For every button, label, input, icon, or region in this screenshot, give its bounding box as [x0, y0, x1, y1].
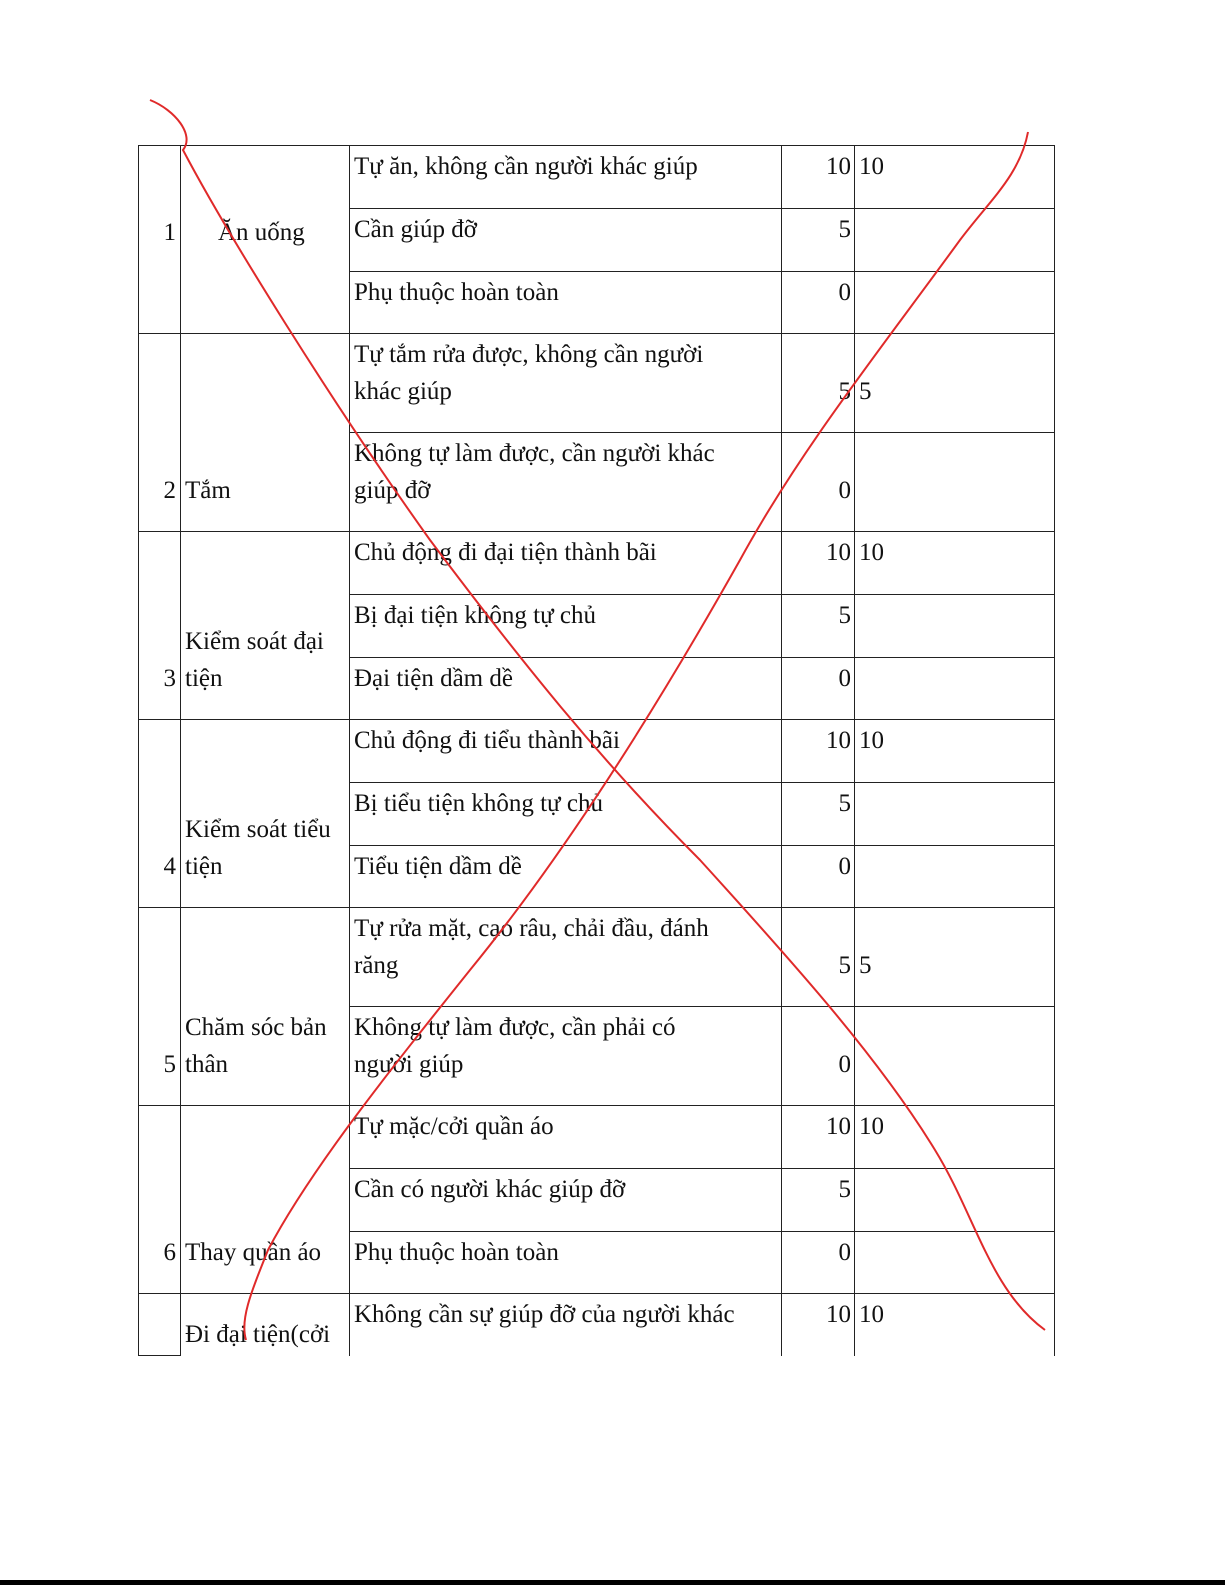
option-points: 10 — [826, 1113, 851, 1140]
option-points: 10 — [826, 153, 851, 180]
option-points: 5 — [838, 216, 851, 243]
item-name: tiện — [185, 853, 223, 880]
rule — [350, 657, 1054, 658]
option-desc: Tự ăn, không cần người khác giúp — [354, 153, 698, 180]
option-score: 10 — [859, 539, 884, 566]
item-name: tiện — [185, 665, 223, 692]
col-rule — [180, 145, 181, 1356]
row-number: 6 — [163, 1239, 176, 1266]
option-points: 5 — [838, 602, 851, 629]
rule — [138, 907, 1054, 908]
option-desc: Phụ thuộc hoàn toàn — [354, 1239, 559, 1266]
option-score: 10 — [859, 153, 884, 180]
option-desc: Bị đại tiện không tự chủ — [354, 602, 596, 629]
option-desc: Không cần sự giúp đỡ của người khác — [354, 1301, 735, 1328]
rule — [350, 208, 1054, 209]
row-number: 3 — [163, 665, 176, 692]
rule — [138, 719, 1054, 720]
row-number: 4 — [163, 853, 176, 880]
option-score: 10 — [859, 1301, 884, 1328]
option-points: 0 — [838, 665, 851, 692]
option-desc: răng — [354, 952, 399, 979]
option-points: 0 — [838, 1051, 851, 1078]
option-points: 5 — [838, 1176, 851, 1203]
bottom-bar — [0, 1580, 1225, 1585]
option-points: 0 — [838, 1239, 851, 1266]
option-points: 10 — [826, 1301, 851, 1328]
item-name: Kiểm soát tiểu — [185, 816, 331, 843]
col-rule-right — [1054, 145, 1055, 1356]
rule — [138, 1293, 1054, 1294]
option-desc: Không tự làm được, cần phải có — [354, 1014, 676, 1041]
option-desc: người giúp — [354, 1051, 464, 1078]
item-name: Chăm sóc bản — [185, 1014, 327, 1041]
option-points: 5 — [838, 952, 851, 979]
option-desc: khác giúp — [354, 378, 452, 405]
rule — [350, 845, 1054, 846]
rule-top — [138, 145, 1054, 146]
col-rule — [781, 145, 782, 1356]
rule — [350, 1006, 1054, 1007]
item-name: Tắm — [185, 477, 231, 504]
option-desc: Tự mặc/cởi quần áo — [354, 1113, 554, 1140]
option-score: 10 — [859, 1113, 884, 1140]
option-desc: Bị tiểu tiện không tự chủ — [354, 790, 603, 817]
item-name: Kiểm soát đại — [185, 628, 324, 655]
item-name: thân — [185, 1051, 229, 1078]
option-score: 5 — [859, 952, 872, 979]
option-desc: Tiểu tiện dầm dề — [354, 853, 522, 880]
rule — [350, 1231, 1054, 1232]
rule — [350, 782, 1054, 783]
col-rule-left — [138, 145, 139, 1356]
option-desc: Chủ động đi tiểu thành bãi — [354, 727, 620, 754]
rule — [138, 333, 1054, 334]
option-score: 5 — [859, 378, 872, 405]
option-points: 0 — [838, 853, 851, 880]
row-number: 1 — [163, 219, 176, 246]
option-desc: Không tự làm được, cần người khác — [354, 440, 715, 467]
row-number: 5 — [163, 1051, 176, 1078]
option-points: 0 — [838, 279, 851, 306]
option-points: 5 — [838, 378, 851, 405]
option-points: 0 — [838, 477, 851, 504]
option-desc: Tự rửa mặt, cạo râu, chải đầu, đánh — [354, 915, 709, 942]
option-desc: Đại tiện dầm dề — [354, 665, 513, 692]
col-rule — [854, 145, 855, 1356]
rule — [350, 432, 1054, 433]
item-name: Ăn uống — [218, 219, 305, 246]
col-rule — [349, 145, 350, 1356]
option-desc: Cần có người khác giúp đỡ — [354, 1176, 626, 1203]
row-number: 2 — [163, 477, 176, 504]
option-points: 10 — [826, 539, 851, 566]
rule — [138, 531, 1054, 532]
option-desc: Chủ động đi đại tiện thành bãi — [354, 539, 657, 566]
rule — [350, 594, 1054, 595]
item-name: Thay quần áo — [185, 1239, 322, 1266]
rule — [138, 1105, 1054, 1106]
option-points: 10 — [826, 727, 851, 754]
option-points: 5 — [838, 790, 851, 817]
rule-bottom-stub — [138, 1355, 180, 1356]
option-score: 10 — [859, 727, 884, 754]
rule — [350, 271, 1054, 272]
option-desc: giúp đỡ — [354, 477, 431, 504]
option-desc: Phụ thuộc hoàn toàn — [354, 279, 559, 306]
rule — [350, 1168, 1054, 1169]
item-name: Đi đại tiện(cởi — [185, 1321, 331, 1348]
option-desc: Tự tắm rửa được, không cần người — [354, 341, 704, 368]
option-desc: Cần giúp đỡ — [354, 216, 477, 243]
